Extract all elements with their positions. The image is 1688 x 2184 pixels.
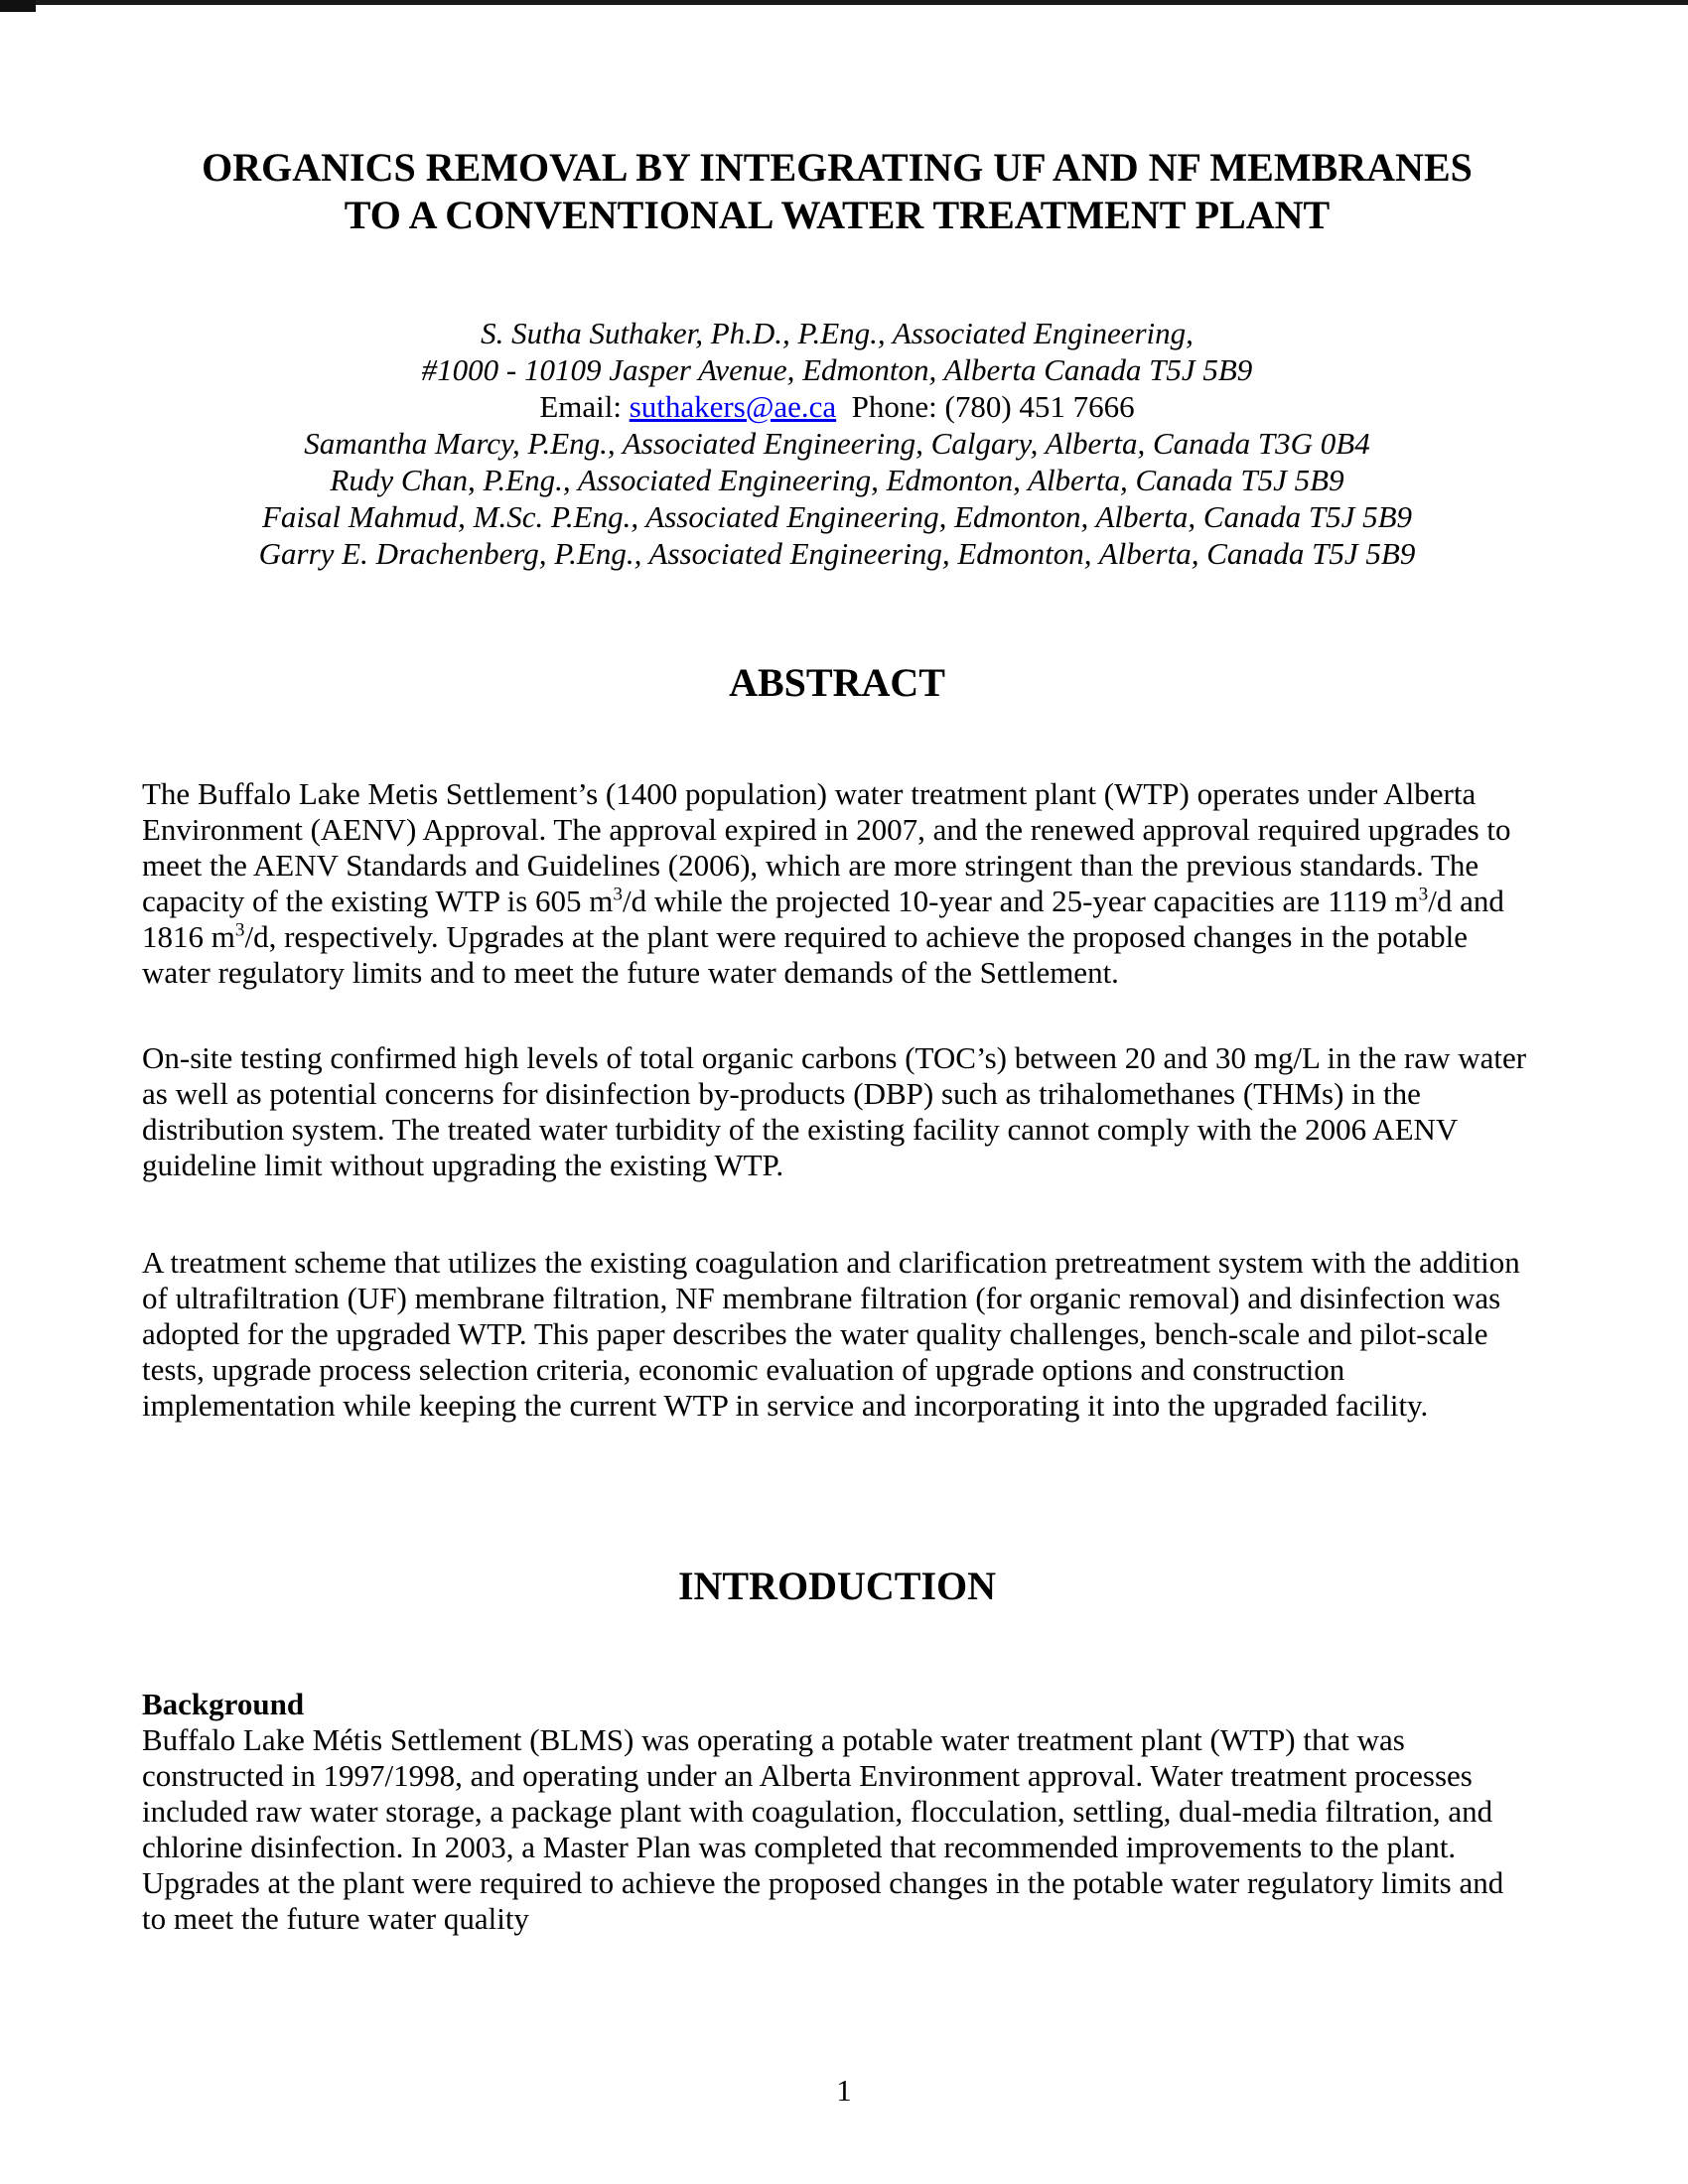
abstract-paragraph-3: A treatment scheme that utilizes the existing coagulation and clarification pretreatment system with the addition of ultrafiltration (UF) membrane filtration, NF membrane filtration (for organic removal) and disinfection was adopted for the upgraded WTP. This paper describes the water quality challenges, bench-scale and pilot-scale tests, upgrade process selection criteria, economic evaluation of upgrade options and construction implementation while keeping the current WTP in service and incorporating it into the upgraded facility. [142,1245,1520,1423]
page-number: 1 [836,2073,852,2108]
background-subheading: Background [142,1687,305,1721]
abstract-heading: ABSTRACT [729,660,945,705]
email-label: Email: [539,389,630,424]
paper-title-line-2: TO A CONVENTIONAL WATER TREATMENT PLANT [344,193,1331,237]
paper-title-line-1: ORGANICS REMOVAL BY INTEGRATING UF AND NF MEMBRANES [202,145,1473,190]
scan-artifact-top-edge [0,0,1688,5]
author-address-line: #1000 - 10109 Jasper Avenue, Edmonton, Alberta Canada T5J 5B9 [421,352,1253,387]
paper-title [142,144,1532,239]
author-line-marcy: Samantha Marcy, P.Eng., Associated Engineering, Calgary, Alberta, Canada T3G 0B4 [304,426,1370,461]
author-line-drachenberg: Garry E. Drachenberg, P.Eng., Associated Engineering, Edmonton, Alberta, Canada T5J 5B9 [258,536,1416,571]
introduction-heading: INTRODUCTION [677,1564,997,1608]
author-block [142,315,1532,572]
abstract-paragraph-1: The Buffalo Lake Metis Settlement’s (1400 population) water treatment plant (WTP) operates under Alberta Environment (AENV) Approval. The approval expired in 2007, and the renewed approval required upgrades to meet the AENV Standards and Guidelines (2006), which are more stringent than the previous standards. The capacity of the existing WTP is 605 $m^3/d$ while the projected 10-year and 25-year capacities are 1119 $m^3/d$ and 1816 $m^3/d$, respectively. Upgrades at the plant were required to achieve the proposed changes in the potable water regulatory limits and to meet the future water demands of the Settlement. [142,776,1511,990]
author-line-suthaker: S. Sutha Suthaker, Ph.D., P.Eng., Associated Engineering, [481,316,1194,350]
author-line-chan: Rudy Chan, P.Eng., Associated Engineering, Edmonton, Alberta, Canada T5J 5B9 [330,463,1344,497]
scan-artifact-corner [0,0,36,12]
background-paragraph: Buffalo Lake Métis Settlement (BLMS) was operating a potable water treatment plant (WTP) that was constructed in 1997/1998, and operating under an Alberta Environment approval. Water treatment processes included raw water storage, a package plant with coagulation, flocculation, settling, dual-media filtration, and chlorine disinfection. In 2003, a Master Plan was completed that recommended improvements to the plant. Upgrades at the plant were required to achieve the proposed changes in the potable water regulatory limits and to meet the future water quality [142,1722,1504,1936]
contact-line [142,388,1532,425]
author-line-mahmud: Faisal Mahmud, M.Sc. P.Eng., Associated Engineering, Edmonton, Alberta, Canada T5J 5B9 [261,499,1413,534]
phone-text: Phone: (780) 451 7666 [836,389,1135,424]
email-link[interactable]: suthakers@ae.ca [629,389,837,424]
abstract-paragraph-2: On-site testing confirmed high levels of total organic carbons (TOC’s) between 20 and 30 mg/L in the raw water as well as potential concerns for disinfection by-products (DBP) such as trihalomethanes (THMs) in the distribution system. The treated water turbidity of the existing facility cannot comply with the 2006 AENV guideline limit without upgrading the existing WTP. [142,1040,1527,1182]
